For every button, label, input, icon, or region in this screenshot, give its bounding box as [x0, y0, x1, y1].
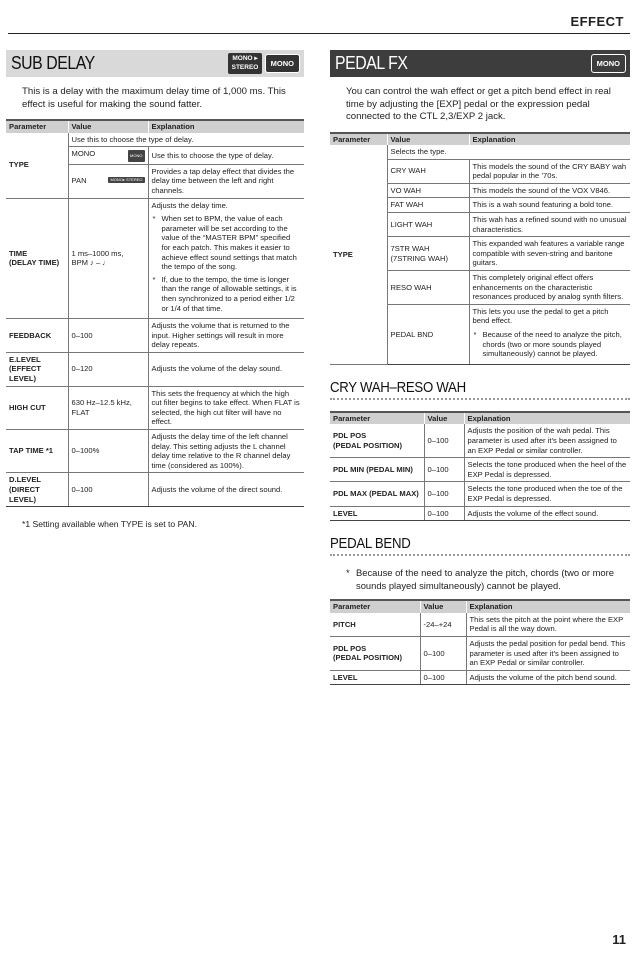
table-header-row — [330, 600, 630, 613]
table-row — [6, 319, 304, 353]
param-cell: E.LEVEL (EFFECT LEVEL) — [6, 352, 68, 386]
value-cell: 0–100 — [420, 636, 466, 670]
value-cell: 7STR WAH (7STRING WAH) — [387, 237, 469, 271]
pedal-bend-heading: PEDAL BEND — [330, 535, 411, 553]
value-text: PAN — [71, 176, 87, 186]
table-header-row — [330, 133, 630, 146]
explanation-cell: This models the sound of the CRY BABY wah pedal popular in the ’70s. — [469, 159, 630, 183]
param-cell: D.LEVEL (DIRECT LEVEL) — [6, 473, 68, 507]
col-header-parameter: Parameter — [330, 133, 387, 146]
explanation-cell: Adjusts the volume that is returned to the input. Higher settings will result in more delay repeats. — [148, 319, 304, 353]
cry-wah-divider — [330, 398, 630, 400]
pedal-fx-section — [330, 50, 630, 685]
table-row — [6, 133, 304, 147]
pedal-bend-table — [330, 599, 630, 685]
explanation-cell — [469, 304, 630, 364]
explanation-cell: Provides a tap delay effect that divides the delay time between the left and right channels. — [148, 164, 304, 198]
note-item: * When set to BPM, the value of each parameter will be set according to the value of the “MASTER BPM” specified for each patch. This makes it easier to achieve effect sound settings that match the tempo of the song. — [152, 214, 302, 272]
col-header-parameter: Parameter — [330, 600, 420, 613]
badge-stereo-bottom: STEREO — [231, 64, 259, 71]
sub-delay-title: SUB DELAY — [11, 53, 95, 73]
table-row — [6, 352, 304, 386]
pedal-fx-title: PEDAL FX — [335, 53, 408, 73]
pedal-fx-table — [330, 132, 630, 365]
mono-stereo-badge — [228, 53, 262, 74]
table-row — [6, 198, 304, 319]
param-cell: TYPE — [6, 133, 68, 198]
col-header-value: Value — [424, 412, 464, 425]
explanation-cell: This is a wah sound featuring a bold tone. — [469, 198, 630, 213]
explanation-cell: Selects the tone produced when the heel of the EXP Pedal is depressed. — [464, 458, 630, 482]
col-header-explanation: Explanation — [148, 120, 304, 133]
sub-delay-section — [6, 50, 304, 529]
value-cell: 0–100 — [424, 506, 464, 521]
explanation-cell — [148, 198, 304, 319]
table-row — [330, 670, 630, 685]
col-header-value: Value — [68, 120, 148, 133]
mono-badge: MONO — [591, 54, 626, 73]
col-header-parameter: Parameter — [6, 120, 68, 133]
param-cell: LEVEL — [330, 506, 424, 521]
value-cell: VO WAH — [387, 183, 469, 198]
value-cell: FAT WAH — [387, 198, 469, 213]
col-header-parameter: Parameter — [330, 412, 424, 425]
value-cell: 0–100 — [424, 424, 464, 457]
value-cell: RESO WAH — [387, 271, 469, 305]
value-text: MONO — [71, 149, 96, 159]
table-header-row — [330, 412, 630, 425]
param-cell: FEEDBACK — [6, 319, 68, 353]
value-cell: -24–+24 — [420, 613, 466, 637]
col-header-explanation: Explanation — [466, 600, 630, 613]
value-cell: 0–100 — [420, 670, 466, 685]
type-header-cell: Use this to choose the type of delay. — [68, 133, 304, 147]
value-cell: 0–100 — [68, 473, 148, 507]
explanation-cell: Use this to choose the type of delay. — [148, 147, 304, 165]
param-cell: PITCH — [330, 613, 420, 637]
pedal-fx-title-bar — [330, 50, 630, 77]
param-cell: PDL POS (PEDAL POSITION) — [330, 424, 424, 457]
mono-mini-badge: MONO — [128, 150, 144, 162]
value-cell: 0–100 — [68, 319, 148, 353]
param-cell: TYPE — [330, 145, 387, 364]
table-row — [330, 145, 630, 159]
table-row — [6, 430, 304, 473]
table-row — [330, 506, 630, 521]
pedal-bend-divider — [330, 554, 630, 556]
explanation-cell: Adjusts the position of the wah pedal. This parameter is used after it’s been assigned to an EXP Pedal or similar controller. — [464, 424, 630, 457]
sub-delay-intro: This is a delay with the maximum delay time of 1,000 ms. This effect is useful for making the sound fatter. — [22, 86, 286, 110]
footnote: *1 Setting available when TYPE is set to PAN. — [22, 519, 197, 530]
param-cell: PDL MIN (PEDAL MIN) — [330, 458, 424, 482]
value-cell — [68, 147, 148, 165]
col-header-explanation: Explanation — [464, 412, 630, 425]
page-number: 11 — [612, 932, 626, 947]
notes-list — [473, 330, 628, 359]
type-header-cell: Selects the type. — [387, 145, 630, 159]
value-cell: 630 Hz–12.5 kHz, FLAT — [68, 386, 148, 429]
explanation-cell: Adjusts the volume of the effect sound. — [464, 506, 630, 521]
col-header-value: Value — [420, 600, 466, 613]
table-row — [6, 386, 304, 429]
pedal-fx-intro: You can control the wah effect or get a pitch bend effect in real time by adjusting the [EXP] pedal or the expression pedal connected to the CTL 2,3/EXP 2 jack. — [346, 86, 611, 122]
explanation-cell: This sets the pitch at the point where the EXP Pedal is all the way down. — [466, 613, 630, 637]
col-header-explanation: Explanation — [469, 133, 630, 146]
cry-wah-heading: CRY WAH–RESO WAH — [330, 378, 466, 396]
param-cell: TAP TIME *1 — [6, 430, 68, 473]
explanation-cell: This sets the frequency at which the high cut filter begins to take effect. When FLAT is selected, the high cut filter will have no effect. — [148, 386, 304, 429]
mono-stereo-mini-badge: MONO▸ STEREO — [110, 177, 143, 183]
header-rule — [8, 33, 630, 34]
pedal-bend-note: * Because of the need to analyze the pitch, chords (two or more sounds played simultaneously) cannot be played. — [346, 567, 630, 592]
badge-stereo-top: MONO ▸ — [232, 55, 258, 62]
sub-delay-table — [6, 119, 304, 507]
value-cell: 0–100 — [424, 482, 464, 506]
param-cell: HIGH CUT — [6, 386, 68, 429]
value-cell: 1 ms–1000 ms, BPM ♪ – ♩ — [68, 198, 148, 319]
value-cell: 0–120 — [68, 352, 148, 386]
table-row — [330, 458, 630, 482]
value-cell: LIGHT WAH — [387, 213, 469, 237]
col-header-value: Value — [387, 133, 469, 146]
value-cell: 0–100% — [68, 430, 148, 473]
cry-wah-table — [330, 411, 630, 521]
value-cell — [68, 164, 148, 198]
explanation-cell: Adjusts the volume of the delay sound. — [148, 352, 304, 386]
table-header-row — [6, 120, 304, 133]
note-item: * Because of the need to analyze the pitch, chords (two or more sounds played simultaneously) cannot be played. — [473, 330, 628, 359]
explanation-cell: This expanded wah features a variable range compatible with seven-string and baritone guitars. — [469, 237, 630, 271]
param-cell: TIME (DELAY TIME) — [6, 198, 68, 319]
explanation-cell: Adjusts the pedal position for pedal bend. This parameter is used after it’s been assigned to an EXP Pedal or similar controller. — [466, 636, 630, 670]
table-row — [330, 424, 630, 457]
section-header: EFFECT — [570, 14, 624, 29]
notes-list — [152, 214, 302, 313]
table-row — [6, 473, 304, 507]
explanation-cell: Adjusts the volume of the pitch bend sound. — [466, 670, 630, 685]
explanation-cell: This models the sound of the VOX V846. — [469, 183, 630, 198]
param-cell: LEVEL — [330, 670, 420, 685]
table-row — [330, 636, 630, 670]
explanation-text: Adjusts the delay time. — [151, 200, 228, 210]
table-row — [330, 613, 630, 637]
explanation-cell: This completely original effect offers enhancements on the characteristic resonances produced by analog synth filters. — [469, 271, 630, 305]
sub-delay-title-bar — [6, 50, 304, 77]
explanation-cell: Adjusts the delay time of the left channel delay. This setting adjusts the L channel delay time relative to the R channel delay time (considered as 100%). — [148, 430, 304, 473]
param-cell: PDL MAX (PEDAL MAX) — [330, 482, 424, 506]
explanation-cell: This wah has a refined sound with no unusual characteristics. — [469, 213, 630, 237]
mono-badge: MONO — [265, 54, 300, 73]
param-cell: PDL POS (PEDAL POSITION) — [330, 636, 420, 670]
note-item: * If, due to the tempo, the time is longer than the range of allowable settings, it is then synchronized to a period either 1/2 or 1/4 of that time. — [152, 275, 302, 313]
explanation-cell: Selects the tone produced when the toe of the EXP Pedal is depressed. — [464, 482, 630, 506]
value-cell: CRY WAH — [387, 159, 469, 183]
value-cell: 0–100 — [424, 458, 464, 482]
value-cell: PEDAL BND — [387, 304, 469, 364]
table-row — [330, 482, 630, 506]
explanation-text: This lets you use the pedal to get a pitch bend effect. — [472, 306, 609, 326]
explanation-cell: Adjusts the volume of the direct sound. — [148, 473, 304, 507]
